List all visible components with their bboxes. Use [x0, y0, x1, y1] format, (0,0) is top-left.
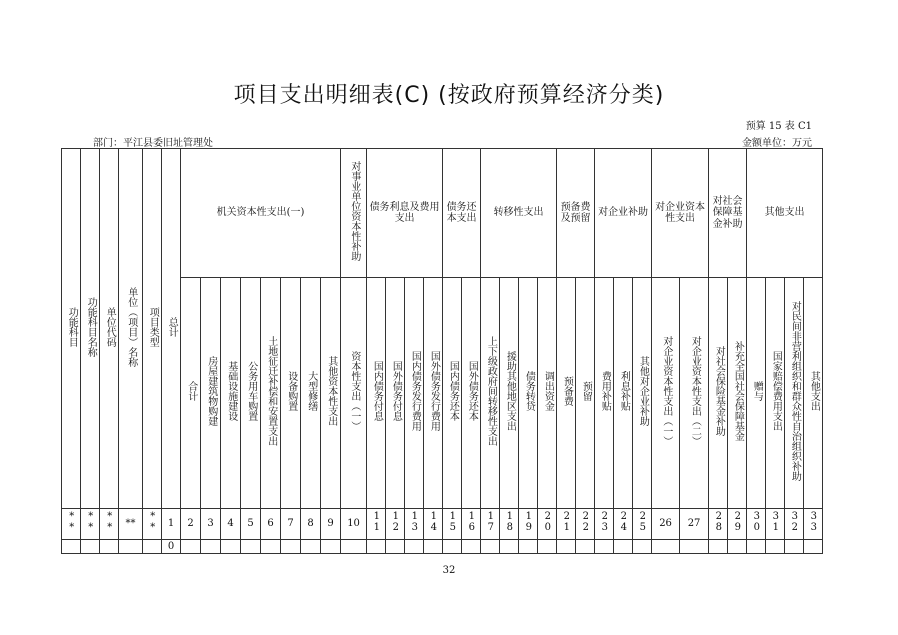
code-cell: 29 — [728, 509, 747, 540]
group-enterprise-subsidy: 对企业补助 — [595, 149, 652, 278]
sub-header-land: 土地征迁补偿和安置支出 — [261, 278, 281, 509]
code-cell: 8 — [301, 509, 321, 540]
sub-header-foreign-interest: 国外债务付息 — [386, 278, 405, 509]
sub-header-repair: 大型修缮 — [301, 278, 321, 509]
col-total-header: 总计 — [162, 149, 181, 509]
sub-header-domestic-interest: 国内债务付息 — [367, 278, 386, 509]
code-cell: 26 — [652, 509, 680, 540]
code-cell: 32 — [785, 509, 804, 540]
col-unit-code-header: 单位代码 — [100, 149, 119, 509]
code-cell: 23 — [595, 509, 614, 540]
code-cell: 33 — [804, 509, 823, 540]
sub-header-nonprofit-subsidy: 对民间非营利组织和群众性自治组织补助 — [785, 278, 804, 509]
sub-header-on-lending: 债务转贷 — [519, 278, 538, 509]
col-function-code-header: 功能科目 — [62, 149, 81, 509]
code-cell: 21 — [557, 509, 576, 540]
sub-header-reserve-fund: 预备费 — [557, 278, 576, 509]
code-cell: 4 — [221, 509, 241, 540]
code-cell: 10 — [341, 509, 367, 540]
code-cell: ** — [100, 509, 119, 540]
code-cell: 28 — [709, 509, 728, 540]
code-cell: 12 — [386, 509, 405, 540]
page-title: 项目支出明细表(C) (按政府预算经济分类) — [233, 83, 665, 108]
group-social-security-fund: 对社会保障基金补助 — [709, 149, 747, 278]
group-transfer: 转移性支出 — [481, 149, 557, 278]
data-cell — [62, 540, 81, 554]
sub-header-other: 其他支出 — [804, 278, 823, 509]
code-cell: 20 — [538, 509, 557, 540]
code-cell: 13 — [405, 509, 424, 540]
code-cell: 30 — [747, 509, 766, 540]
code-cell: 1 — [162, 509, 181, 540]
code-row — [62, 509, 823, 540]
sub-header-aid: 援助其他地区支出 — [500, 278, 519, 509]
data-cell — [119, 540, 143, 554]
amount-unit-label: 金额单位：万元 — [742, 138, 812, 149]
group-public-institution-subsidy: 对事业单位资本性补助 — [341, 149, 367, 278]
data-cell — [81, 540, 100, 554]
sub-header-national-security-fund: 补充全国社会保障基金 — [728, 278, 747, 509]
sub-header-social-insurance: 对社会保险基金补助 — [709, 278, 728, 509]
sub-header-domestic-principal: 国内债务还本 — [443, 278, 462, 509]
sub-header-vehicle: 公务用车购置 — [241, 278, 261, 509]
code-cell: ** — [143, 509, 162, 540]
sub-header-enterprise-capital-two: 对企业资本性支出（二） — [680, 278, 709, 509]
sub-header-donation: 赠与 — [747, 278, 766, 509]
code-cell: 15 — [443, 509, 462, 540]
group-reserve: 预备费及预留 — [557, 149, 595, 278]
sub-header-infrastructure: 基础设施建设 — [221, 278, 241, 509]
department-label: 部门：平江县委旧址管理处 — [93, 138, 213, 149]
data-cell — [143, 540, 162, 554]
sub-header-interest-subsidy: 利息补贴 — [614, 278, 633, 509]
code-cell: 5 — [241, 509, 261, 540]
code-cell: ** — [62, 509, 81, 540]
sub-header-capital-one: 资本性支出（一） — [341, 278, 367, 509]
page-number: 32 — [442, 565, 456, 576]
sub-header-foreign-principal: 国外债务还本 — [462, 278, 481, 509]
sub-header-other-enterprise: 其他对企业补助 — [633, 278, 652, 509]
group-debt-interest: 债务利息及费用支出 — [367, 149, 443, 278]
sub-header-enterprise-capital-one: 对企业资本性支出（一） — [652, 278, 680, 509]
code-cell: 17 — [481, 509, 500, 540]
code-cell: 22 — [576, 509, 595, 540]
code-cell: ** — [119, 509, 143, 540]
code-cell: 25 — [633, 509, 652, 540]
code-cell: 14 — [424, 509, 443, 540]
sub-header-other-capital: 其他资本性支出 — [321, 278, 341, 509]
sub-header-expense-subsidy: 费用补贴 — [595, 278, 614, 509]
sub-header-transfer-out: 调出资金 — [538, 278, 557, 509]
col-project-type-header: 项目类型 — [143, 149, 162, 509]
sub-header-foreign-issue-fee: 国外债务发行费用 — [424, 278, 443, 509]
sub-header-domestic-issue-fee: 国内债务发行费用 — [405, 278, 424, 509]
code-cell: 16 — [462, 509, 481, 540]
code-cell: 11 — [367, 509, 386, 540]
code-cell: 7 — [281, 509, 301, 540]
group-debt-principal: 债务还本支出 — [443, 149, 481, 278]
col-unit-name-header: 单位（项目）名称 — [119, 149, 143, 509]
code-cell: 6 — [261, 509, 281, 540]
code-cell: 9 — [321, 509, 341, 540]
sub-header-intergov-transfer: 上下级政府间转移性支出 — [481, 278, 500, 509]
code-cell: 31 — [766, 509, 785, 540]
total-row — [62, 540, 823, 554]
sub-header-equipment: 设备购置 — [281, 278, 301, 509]
code-cell: ** — [81, 509, 100, 540]
code-cell: 18 — [500, 509, 519, 540]
sub-header-retained: 预留 — [576, 278, 595, 509]
group-other-expenditure: 其他支出 — [747, 149, 823, 278]
total-value-cell: 0 — [162, 540, 181, 554]
code-cell: 2 — [181, 509, 201, 540]
code-cell: 19 — [519, 509, 538, 540]
group-capital-expenditure: 机关资本性支出(一) — [181, 149, 341, 278]
group-enterprise-capital: 对企业资本性支出 — [652, 149, 709, 278]
code-cell: 27 — [680, 509, 709, 540]
col-function-name-header: 功能科目名称 — [81, 149, 100, 509]
code-cell: 24 — [614, 509, 633, 540]
sub-header-building: 房屋建筑物购建 — [201, 278, 221, 509]
form-number: 预算 15 表 C1 — [745, 121, 812, 132]
sub-header-subtotal: 合计 — [181, 278, 201, 509]
expenditure-detail-table — [61, 148, 823, 554]
data-cell — [100, 540, 119, 554]
sub-header-state-compensation: 国家赔偿费用支出 — [766, 278, 785, 509]
code-cell: 3 — [201, 509, 221, 540]
